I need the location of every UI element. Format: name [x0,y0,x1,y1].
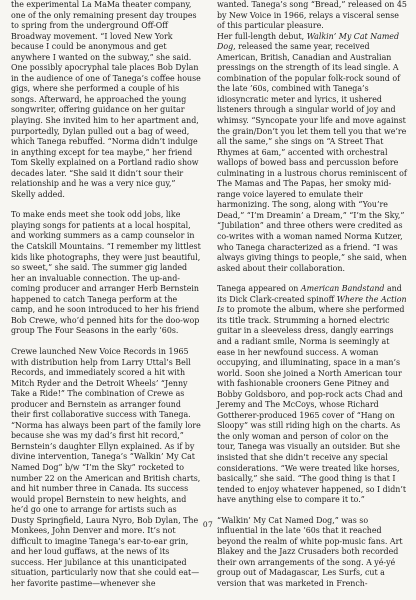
left-column [11,0,201,600]
paragraph: Tanega appeared on American Bandstand and its Dick Clark-created spinoff Where the Action Is to promote the album, where she performed its title track. Strumming a horned electric guitar in a sleeveless dress, dangly earrings and a radiant smile, Norma is seemingly at ease in her newfound success. A woman occupying, and illuminating, space in a man’s world. Soon she joined a North American tour with fashionable crooners Gene Pitney and Bobby Goldsboro, and pop-rock acts Chad and Jeremy and The McCoys, whose Richard Gottherer-produced 1965 cover of “Hang on Sloopy” was still riding high on the charts. As the only woman and person of color on the tour, Tanega was visually an outsider. But she insisted that she didn’t receive any special considerations. “We were treated like horses, basically,” she said. “The good thing is that I tended to enjoy whatever happened, so I didn’t have anything else to compare it to.” [217,284,407,505]
show-title: Where the Action Is [217,294,407,315]
paragraph: wanted. Tanega’s song “Bread,” released on 45 by New Voice in 1966, relays a visceral sense of this particular pleasure. [217,0,407,31]
paragraph: Her full-length debut, Walkin’ My Cat Named Dog, released the same year, received American, British, Canadian and Australian pressings on the strength of its lead single. A combination of the popular folk-rock sound of the late ’60s, combined with Tanega’s idiosyncratic meter and lyrics, it ushered listeners through a singular world of joy and whimsy. “Syncopate your life and move against the grain/Don’t you let them tell you that we’re all the same,” she sings on “A Street That Rhymes at 6am,” accented with orchestral wallops of bowed bass and percussion before culminating in a lustrous chorus reminiscent of The Mamas and The Papas, her smoky mid-range voice layered to emulate their harmonizing. The song, along with “You’re Dead,” “I’m Dreamin’ a Dream,” “I’m the Sky,” “Jubilation” and three others were credited as co-writes with a woman named Norma Kutzer, who Tanega characterized as a friend. “I was always giving things to people,” she said, when asked about their collaboration. [217,31,407,273]
paragraph: “Walkin’ My Cat Named Dog,” was so influential in the late ’60s that it reached beyond the realm of white pop-music fans. Art Blakey and the Jazz Crusaders both recorded their own arrangements of the song. A yé-yé group out of Madagascar, Les Surfs, cut a version that was marketed in French- [217,515,403,588]
paragraph: To make ends meet she took odd jobs, like playing songs for patients at a local hospital, and working summers as a camp counselor in the Catskill Mountains. “I remember my littlest kids like photographs, they were just beautiful, so sweet,” she said. The summer gig landed her an invaluable connection. The up-and-coming producer and arranger Herb Bernstein happened to catch Tanega perform at the camp, and he soon introduced to her his friend Bob Crewe, who’d penned hits for the doo-wop group The Four Seasons in the early ’60s. [11,210,201,336]
paragraph: Crewe launched New Voice Records in 1965 with distribution help from Larry Uttal’s Bell Records, and immediately scored a hit with Mitch Ryder and the Detroit Wheels’ “Jenny Take a Ride!” The combination of Crewe as producer and Bernstein as arranger found their first collaborative success with Tanega. “Norma has always been part of the family lore because she was my dad’s first hit record,” Bernstein’s daughter Ellyn explained. As if by divine intervention, Tanega’s “Walkin’ My Cat Named Dog” b/w “I’m the Sky” rocketed to number 22 on the American and British charts, and hit number three in Canada. Its success would propel Bernstein to new heights, and he’d go one to arrange for artists such as Dusty Springfield, Laura Nyro, Bob Dylan, The Monkees, John Denver and more. It’s not difficult to imagine Tanega’s ear-to-ear grin, and her loud guffaws, at the news of its success. Her jubilance at this unanticipated situation, particularly now that she could eat—her favorite pastime—whenever she [11,346,201,588]
paragraph: the experimental La MaMa theater company, one of the only remaining present day troupes to spring from the underground Off-Off Broadway movement. “I loved New York because I could be anonymous and get anywhere I wanted on the subway,” she said. One possibly apocryphal tale places Bob Dylan in the audience of one of Tanega’s coffee house gigs, where she performed a couple of his songs. Afterward, he approached the young songwriter, offering guidance on her guitar playing. She invited him to her apartment and, purportedly, Dylan pulled out a bag of weed, which Tanega rebuffed. “Norma didn’t indulge in anything except for tea maybe,” her friend Tom Skelly explained on a Portland radio show decades later. “She said it didn’t sour their relationship and he was a very nice guy,” Skelly added. [11,0,201,199]
right-column [217,0,407,600]
page-number: 07 [202,520,214,529]
album-title: Walkin’ My Cat Named Dog [217,31,400,52]
show-title: American Bandstand [300,284,385,294]
